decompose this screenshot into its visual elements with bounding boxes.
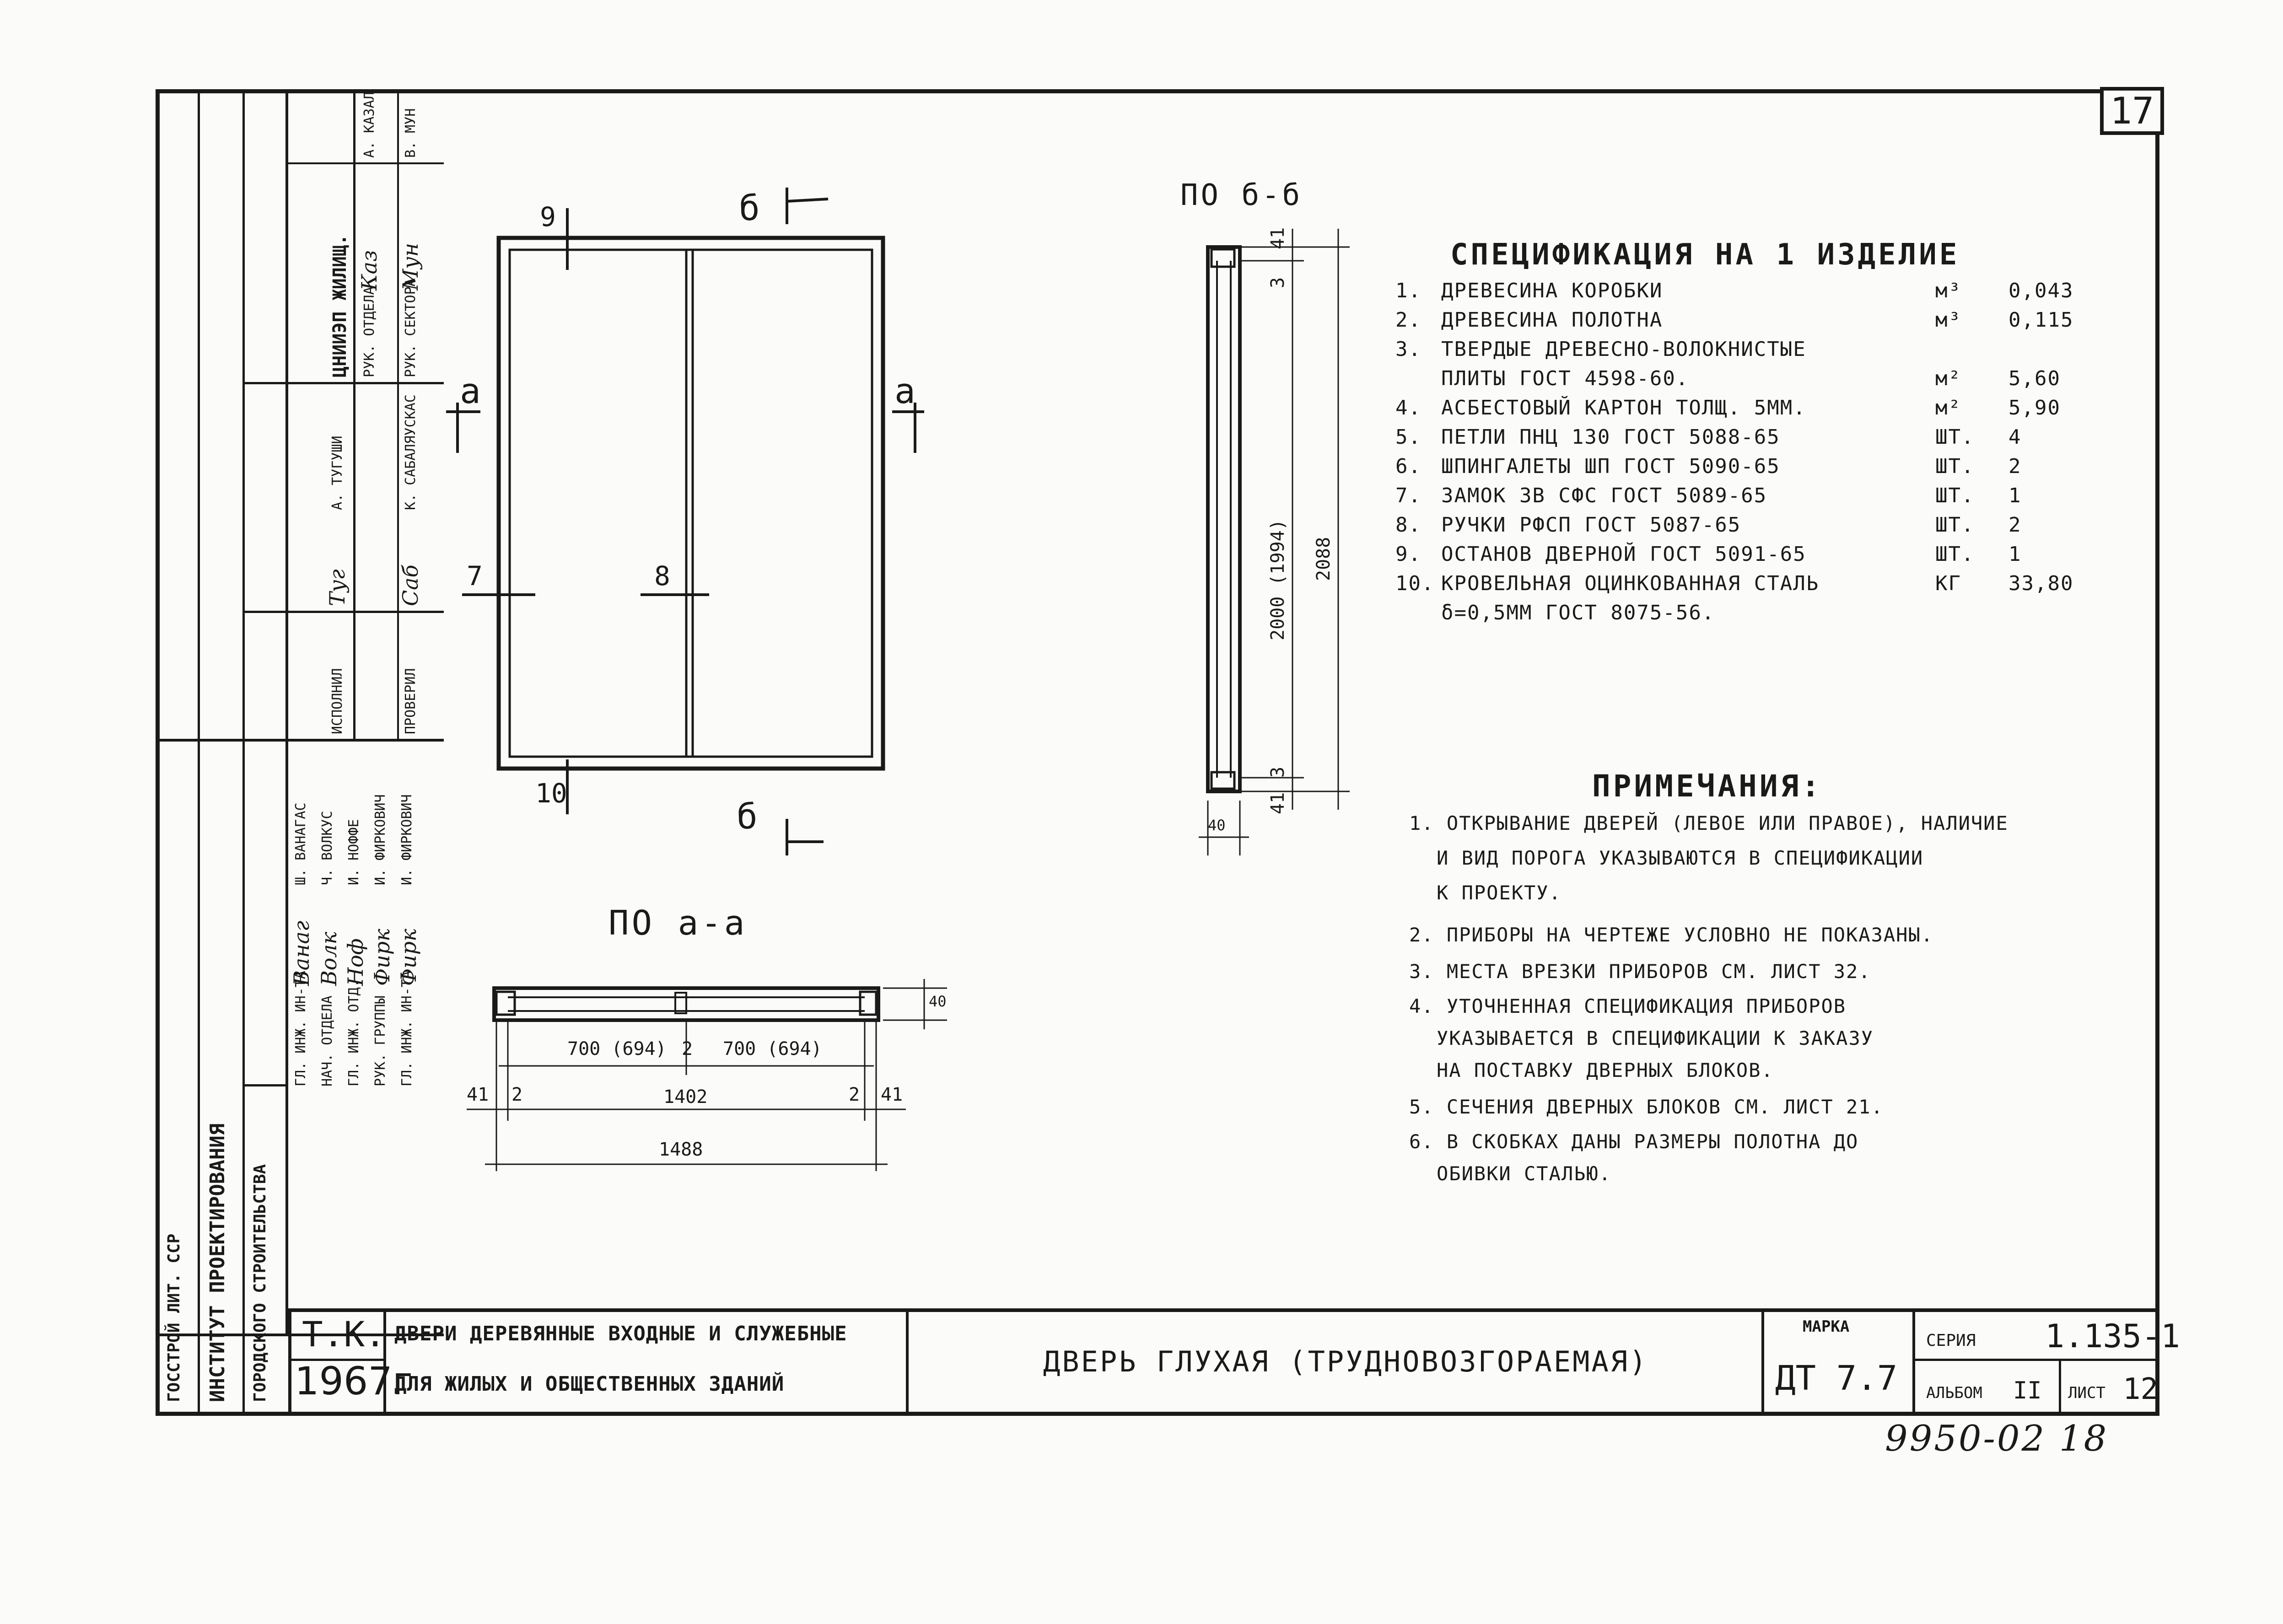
role-1: ГЛ. ИНЖ. ИН-ТА (293, 971, 309, 1086)
marker-9-label: 9 (540, 201, 556, 232)
note-line: 1. ОТКРЫВАНИЕ ДВЕРЕЙ (ЛЕВОЕ ИЛИ ПРАВОЕ), НАЛИЧИЕ (1409, 812, 2008, 834)
note-line: 2. ПРИБОРЫ НА ЧЕРТЕЖЕ УСЛОВНО НЕ ПОКАЗАНЫ. (1409, 924, 1934, 946)
spec-row: 2. ДРЕВЕСИНА ПОЛОТНА м³ 0,115 (1395, 308, 2074, 332)
mark-label: МАРКА (1803, 1317, 1850, 1336)
spec-row: δ=0,5ММ ГОСТ 8075-56. (1441, 601, 1715, 624)
dim-aa-gap: 2 (682, 1038, 693, 1059)
note-line: НА ПОСТАВКУ ДВЕРНЫХ БЛОКОВ. (1437, 1059, 1774, 1081)
year-label: 1967г (295, 1359, 413, 1404)
dim-bb-inner: 2000 (1994) (1267, 519, 1288, 640)
header-checked: ПРОВЕРИЛ (403, 668, 419, 734)
spec-row: 8. РУЧКИ РФСП ГОСТ 5087-65 ШТ. 2 (1395, 513, 2022, 537)
sheet-label: ЛИСТ (2068, 1384, 2105, 1402)
series-label: СЕРИЯ (1926, 1331, 1976, 1350)
dim-bb-bot3: 3 (1267, 766, 1288, 778)
dim-aa-w1: 700 (694) (567, 1038, 667, 1059)
page-number: 17 (2100, 87, 2164, 135)
name-3: И. НОФФЕ (346, 819, 362, 885)
tk-label: Т.К. (302, 1314, 386, 1355)
spec-title: СПЕЦИФИКАЦИЯ НА 1 ИЗДЕЛИЕ (1450, 238, 1960, 272)
view-bb-title: ПО б-б (1180, 178, 1303, 212)
org-line-1: ГОССТРОЙ ЛИТ. ССР (165, 1233, 183, 1402)
marker-8-label: 8 (654, 560, 670, 592)
signature-4: Фирк (370, 929, 394, 986)
dim-aa-right: 41 (881, 1084, 903, 1105)
dim-aa-left: 41 (467, 1084, 489, 1105)
signature-2: Волк (317, 931, 341, 986)
top-role-2: РУК. СЕКТОРА (403, 278, 419, 377)
top-name-1: А. КАЗАЛ (361, 91, 377, 158)
role-3: ГЛ. ИНЖ. ОТД. (346, 979, 362, 1086)
sheet-title: ДВЕРЬ ГЛУХАЯ (ТРУДНОВОЗГОРАЕМАЯ) (1043, 1345, 1648, 1378)
series-value: 1.135-1 (2045, 1317, 2181, 1355)
section-b-bottom-label: б (737, 796, 758, 837)
name-1: Ш. ВАНАГАС (293, 802, 309, 885)
top-signature-2: Мун (398, 242, 423, 290)
spec-row: 7. ЗАМОК ЗВ СФС ГОСТ 5089-65 ШТ. 1 (1395, 484, 2022, 507)
signature-3: Ноф (343, 938, 368, 986)
dim-aa-w2: 700 (694) (723, 1038, 822, 1059)
name-2: Ч. ВОЛКУС (319, 811, 335, 885)
top-signature-1: Каз (357, 250, 382, 290)
name-5: И. ФИРКОВИЧ (399, 794, 415, 885)
dim-bb-thick: 40 (1208, 817, 1226, 834)
dim-bb-top: 41 (1267, 227, 1288, 249)
view-aa-title: ПО а-а (608, 903, 748, 943)
mark-value: ДТ 7.7 (1775, 1359, 1898, 1398)
project-line-1: ДВЕРИ ДЕРЕВЯННЫЕ ВХОДНЫЕ И СЛУЖЕБНЫЕ (394, 1322, 847, 1345)
project-line-2: ДЛЯ ЖИЛЫХ И ОБЩЕСТВЕННЫХ ЗДАНИЙ (394, 1372, 785, 1396)
dim-aa-total: 1488 (659, 1139, 703, 1160)
signature-5: Фирк (396, 929, 421, 986)
name-4: И. ФИРКОВИЧ (372, 794, 388, 885)
notes-title: ПРИМЕЧАНИЯ: (1592, 769, 1823, 804)
role-2: НАЧ. ОТДЕЛА (319, 995, 335, 1086)
dim-aa-thick: 40 (929, 993, 947, 1010)
note-line: К ПРОЕКТУ. (1437, 882, 1561, 904)
album-value: II (2013, 1377, 2042, 1404)
door-frame-outer (499, 238, 883, 769)
spec-row: 9. ОСТАНОВ ДВЕРНОЙ ГОСТ 5091-65 ШТ. 1 (1395, 543, 2022, 566)
spec-row: 4. АСБЕСТОВЫЙ КАРТОН ТОЛЩ. 5ММ. м² 5,90 (1395, 396, 2061, 419)
org-line-3: ГОРОДСКОГО СТРОИТЕЛЬСТВА (251, 1164, 269, 1402)
signature-1: Ванаг (289, 920, 314, 986)
role-4: РУК. ГРУППЫ (372, 995, 388, 1086)
role-5: ГЛ. ИНЖ. ИН-ТА (399, 971, 415, 1086)
marker-7-label: 7 (467, 560, 483, 592)
note-line: 6. В СКОБКАХ ДАНЫ РАЗМЕРЫ ПОЛОТНА ДО (1409, 1130, 1859, 1153)
performer-name: А. ТУГУШИ (329, 436, 345, 510)
spec-row: 5. ПЕТЛИ ПНЦ 130 ГОСТ 5088-65 ШТ. 4 (1395, 425, 2022, 449)
checker-signature: Саб (398, 565, 423, 606)
top-org: ЦНИИЭП ЖИЛИЩ. (329, 234, 350, 377)
spec-row: 6. ШПИНГАЛЕТЫ ШП ГОСТ 5090-65 ШТ. 2 (1395, 455, 2022, 478)
note-line: 3. МЕСТА ВРЕЗКИ ПРИБОРОВ СМ. ЛИСТ 32. (1409, 960, 1871, 983)
note-line: 5. СЕЧЕНИЯ ДВЕРНЫХ БЛОКОВ СМ. ЛИСТ 21. (1409, 1096, 1884, 1118)
marker-10-label: 10 (535, 778, 567, 809)
album-label: АЛЬБОМ (1926, 1384, 1982, 1402)
note-line: ОБИВКИ СТАЛЬЮ. (1437, 1162, 1612, 1185)
dim-bb-bot: 41 (1267, 792, 1288, 814)
note-line: И ВИД ПОРОГА УКАЗЫВАЮТСЯ В СПЕЦИФИКАЦИИ (1437, 847, 1924, 869)
dim-aa-mid: 1402 (663, 1086, 708, 1108)
top-name-2: В. МУН (403, 108, 419, 158)
org-line-2: ИНСТИТУТ ПРОЕКТИРОВАНИЯ (206, 1123, 229, 1402)
dim-bb-outer: 2088 (1313, 537, 1334, 581)
note-line: 4. УТОЧНЕННАЯ СПЕЦИФИКАЦИЯ ПРИБОРОВ (1409, 995, 1847, 1017)
sheet-value: 12 (2123, 1372, 2159, 1406)
performer-signature: Туг (325, 569, 350, 606)
spec-table (1395, 279, 2091, 630)
section-a-left-label: а (460, 371, 481, 411)
note-line: УКАЗЫВАЕТСЯ В СПЕЦИФИКАЦИИ К ЗАКАЗУ (1437, 1027, 1874, 1049)
door-frame-inner (510, 250, 872, 757)
section-b-top-arrow (787, 199, 828, 201)
dim-aa-r2: 2 (849, 1084, 860, 1105)
notes-list (1409, 812, 2050, 1194)
section-a-right-label: а (894, 371, 915, 411)
spec-row: 10. КРОВЕЛЬНАЯ ОЦИНКОВАННАЯ СТАЛЬ КГ 33,80 (1395, 572, 2074, 595)
title-block (288, 1308, 2181, 1416)
spec-row: 1. ДРЕВЕСИНА КОРОБКИ м³ 0,043 (1395, 279, 2074, 302)
header-performed: ИСПОЛНИЛ (329, 668, 345, 734)
section-b-top-label: б (739, 188, 760, 228)
archive-stamp: 9950-02 18 (1885, 1418, 2109, 1459)
spec-row: 3. ТВЕРДЫЕ ДРЕВЕСНО-ВОЛОКНИСТЫЕ (1395, 338, 1806, 361)
dim-aa-l2: 2 (512, 1084, 523, 1105)
spec-row: ПЛИТЫ ГОСТ 4598-60. м² 5,60 (1441, 367, 2061, 390)
dim-bb-top3: 3 (1267, 277, 1288, 288)
section-bb-body (1208, 247, 1240, 791)
top-role-1: РУК. ОТДЕЛА (361, 286, 377, 377)
checker-name: К. САБАЛЯУСКАС (403, 394, 419, 510)
